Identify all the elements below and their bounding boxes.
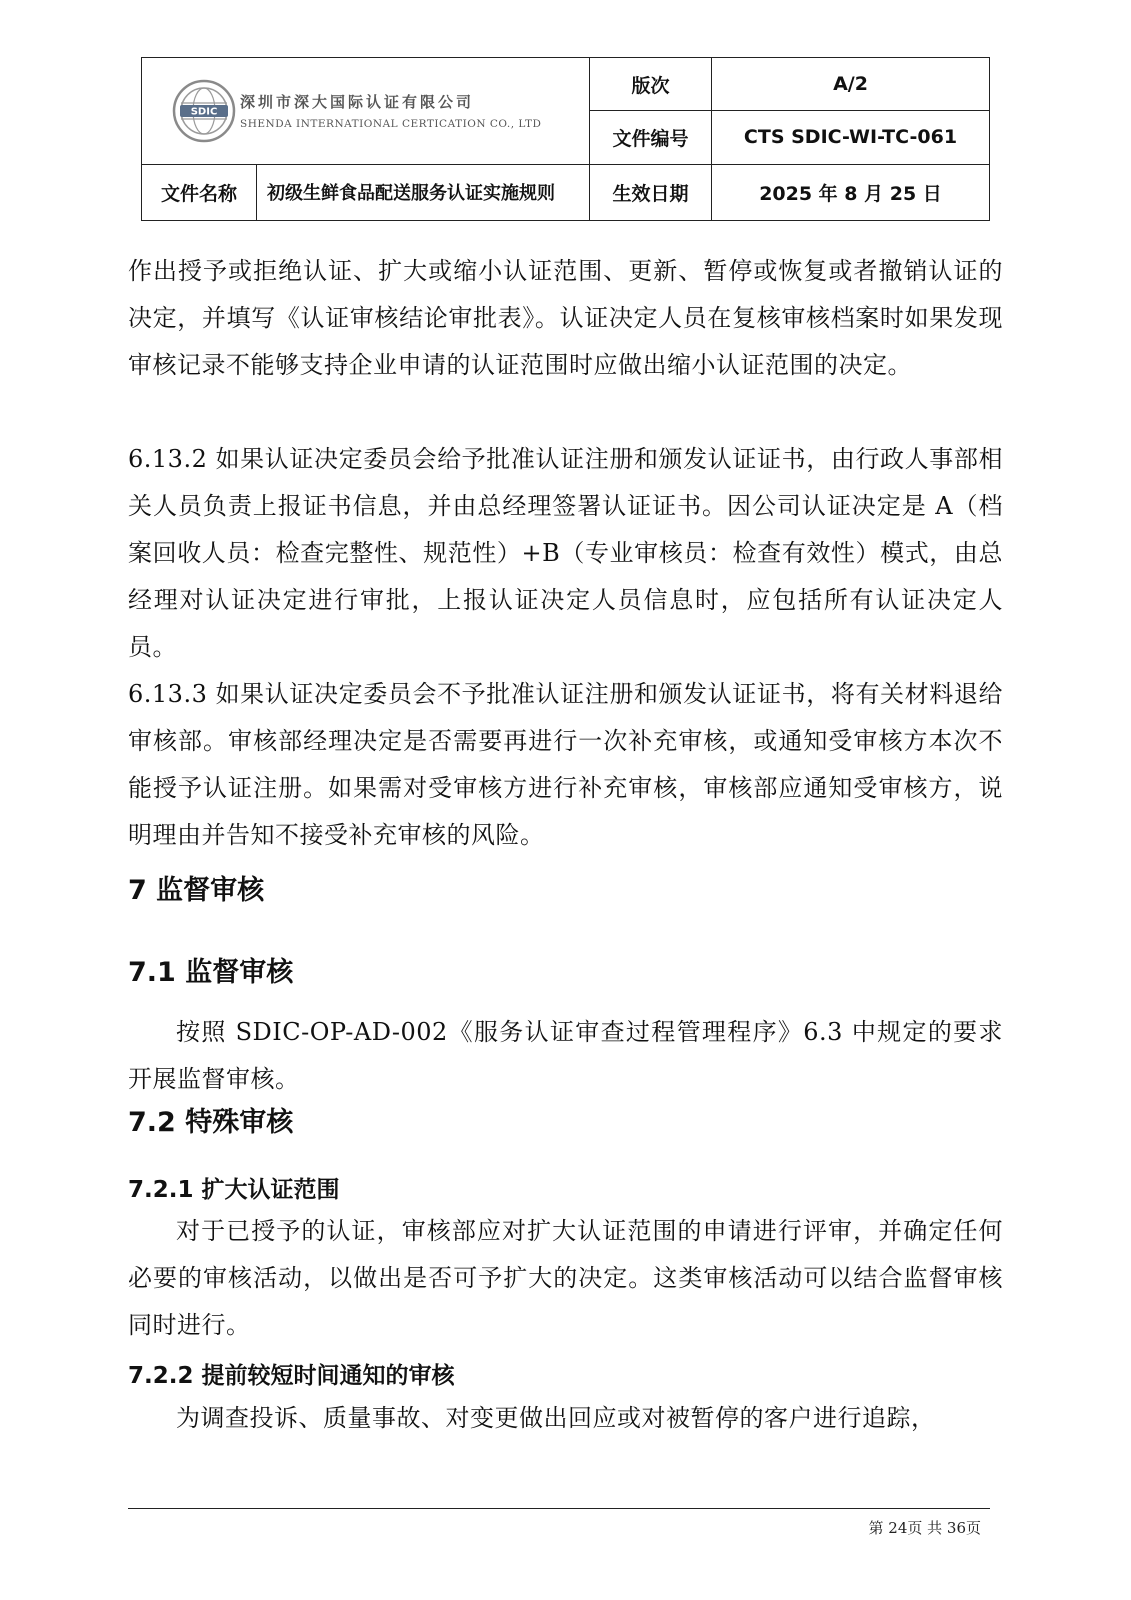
version-value: A/2 [712, 58, 990, 111]
effective-date-label: 生效日期 [590, 164, 712, 220]
paragraph-6-13-2: 6.13.2 如果认证决定委员会给予批准认证注册和颁发认证证书，由行政人事部相关人员负责上报证书信息，并由总经理签署认证证书。因公司认证决定是 A（档案回收人员：检查完整性、规范性）+B（专业审核员：检查有效性）模式，由总经理对认证决定进行审批，上报认证决定人员信息时，应包括所有认证决定人员。 [128, 445, 1003, 661]
paragraph-7-1: 按照 SDIC-OP-AD-002《服务认证审查过程管理程序》6.3 中规定的要求开展监督审核。 [128, 1018, 1003, 1093]
footer-divider [128, 1508, 990, 1509]
section-heading-7-1: 7.1 监督审核 [128, 957, 294, 988]
document-name-value: 初级生鲜食品配送服务认证实施规则 [257, 164, 590, 220]
paragraph-6-13-3: 6.13.3 如果认证决定委员会不予批准认证注册和颁发认证证书，将有关材料退给审核部。审核部经理决定是否需要再进行一次补充审核，或通知受审核方本次不能授予认证注册。如果需对受审核方进行补充审核，审核部应通知受审核方，说明理由并告知不接受补充审核的风险。 [128, 680, 1003, 849]
company-name-en: SHENDA INTERNATIONAL CERTICATION CO., LTD [240, 118, 542, 131]
paragraph-7-2-1: 对于已授予的认证，审核部应对扩大认证范围的申请进行评审，并确定任何必要的审核活动，以做出是否可予扩大的决定。这类审核活动可以结合监督审核同时进行。 [128, 1217, 1003, 1339]
logo-text: SDIC [190, 106, 218, 118]
document-number-label: 文件编号 [590, 111, 712, 164]
document-name-label: 文件名称 [142, 164, 257, 220]
document-number-value: CTS SDIC-WI-TC-061 [712, 111, 990, 164]
section-heading-7: 7 监督审核 [128, 875, 265, 906]
globe-logo-icon [172, 79, 236, 143]
document-header-table [141, 57, 990, 221]
company-name-cn: 深圳市深大国际认证有限公司 [240, 93, 475, 112]
paragraph-6-13-1-continuation: 作出授予或拒绝认证、扩大或缩小认证范围、更新、暂停或恢复或者撤销认证的决定，并填写《认证审核结论审批表》。认证决定人员在复核审核档案时如果发现审核记录不能够支持企业申请的认证范围时应做出缩小认证范围的决定。 [128, 257, 1003, 379]
section-heading-7-2: 7.2 特殊审核 [128, 1107, 294, 1138]
section-heading-7-2-2: 7.2.2 提前较短时间通知的审核 [128, 1363, 455, 1389]
company-logo-block [142, 58, 590, 165]
version-label: 版次 [590, 58, 712, 111]
section-heading-7-2-1: 7.2.1 扩大认证范围 [128, 1177, 340, 1203]
paragraph-7-2-2: 为调查投诉、质量事故、对变更做出回应或对被暂停的客户进行追踪， [176, 1404, 936, 1432]
page-number: 第 24页 共 36页 [868, 1519, 981, 1537]
effective-date-value: 2025 年 8 月 25 日 [712, 164, 990, 220]
